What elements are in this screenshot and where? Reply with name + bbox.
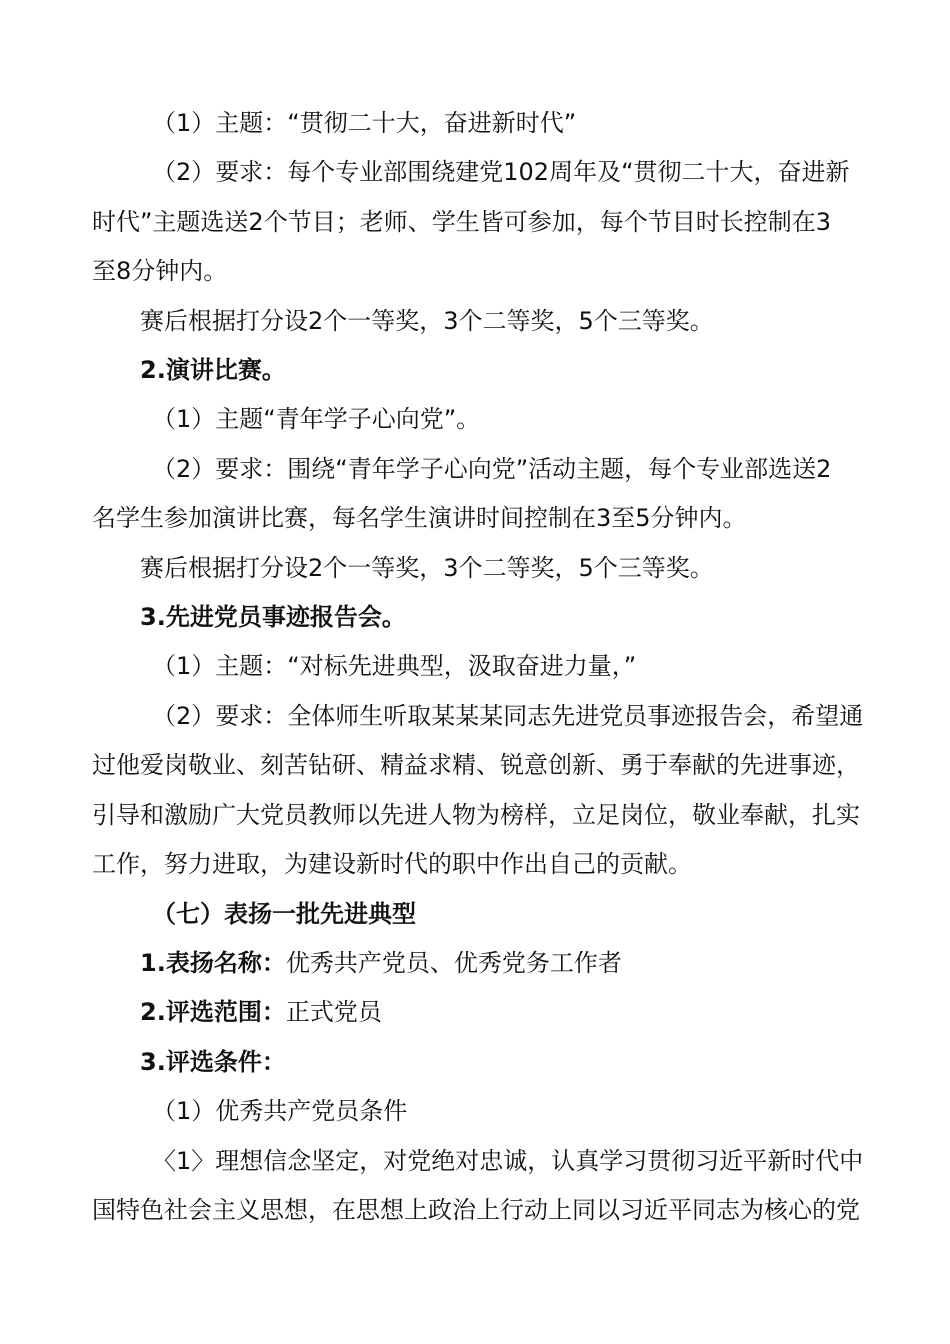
heading-speech-contest: 2.演讲比赛。 bbox=[140, 356, 286, 384]
selection-scope-row bbox=[140, 997, 872, 1027]
selection-scope-value: 正式党员 bbox=[285, 998, 382, 1026]
item-requirement-2-line-1: （2）要求：围绕“青年学子心向党”活动主题，每个专业部选送2 bbox=[152, 455, 832, 483]
criteria-subheading: （1）优秀共产党员条件 bbox=[152, 1097, 408, 1125]
heading-report-meeting: 3.先进党员事迹报告会。 bbox=[140, 603, 406, 631]
commendation-title-row bbox=[140, 948, 872, 978]
criteria-item-1-line-2: 国特色社会主义思想，在思想上政治上行动上同以习近平同志为核心的党 bbox=[92, 1196, 860, 1224]
selection-criteria-label: 3.评选条件： bbox=[140, 1048, 286, 1076]
item-requirement-2-line-2: 名学生参加演讲比赛，每名学生演讲时间控制在3至5分钟内。 bbox=[92, 504, 747, 532]
criteria-item-1-line-1: 〈1〉理想信念坚定，对党绝对忠诚，认真学习贯彻习近平新时代中 bbox=[152, 1147, 864, 1175]
selection-scope-label: 2.评选范围： bbox=[140, 998, 286, 1026]
item-theme-1: （1）主题：“贯彻二十大，奋进新时代” bbox=[152, 109, 577, 137]
item-theme-2: （1）主题“青年学子心向党”。 bbox=[152, 405, 481, 433]
section-heading-commendation: （七）表扬一批先进典型 bbox=[152, 900, 416, 928]
item-requirement-3-line-2: 过他爱岗敬业、刻苦钻研、精益求精、锐意创新、勇于奉献的先进事迹， bbox=[92, 751, 860, 779]
item-requirement-3-line-3: 引导和激励广大党员教师以先进人物为榜样，立足岗位，敬业奉献，扎实 bbox=[92, 801, 860, 829]
item-requirement-3-line-4: 工作，努力进取，为建设新时代的职中作出自己的贡献。 bbox=[92, 850, 692, 878]
award-note-2: 赛后根据打分设2个一等奖，3个二等奖，5个三等奖。 bbox=[140, 554, 714, 582]
commendation-title-label: 1.表扬名称： bbox=[140, 949, 286, 977]
item-requirement-1-line-2: 时代”主题选送2个节目；老师、学生皆可参加，每个节目时长控制在3 bbox=[92, 208, 831, 236]
item-requirement-1-line-3: 至8分钟内。 bbox=[92, 257, 228, 285]
commendation-title-value: 优秀共产党员、优秀党务工作者 bbox=[285, 949, 622, 977]
award-note-1: 赛后根据打分设2个一等奖，3个二等奖，5个三等奖。 bbox=[140, 307, 714, 335]
item-theme-3: （1）主题：“对标先进典型，汲取奋进力量，” bbox=[152, 652, 637, 680]
item-requirement-1-line-1: （2）要求：每个专业部围绕建党102周年及“贯彻二十大，奋进新 bbox=[152, 158, 850, 186]
item-requirement-3-line-1: （2）要求：全体师生听取某某某同志先进党员事迹报告会，希望通 bbox=[152, 702, 864, 730]
